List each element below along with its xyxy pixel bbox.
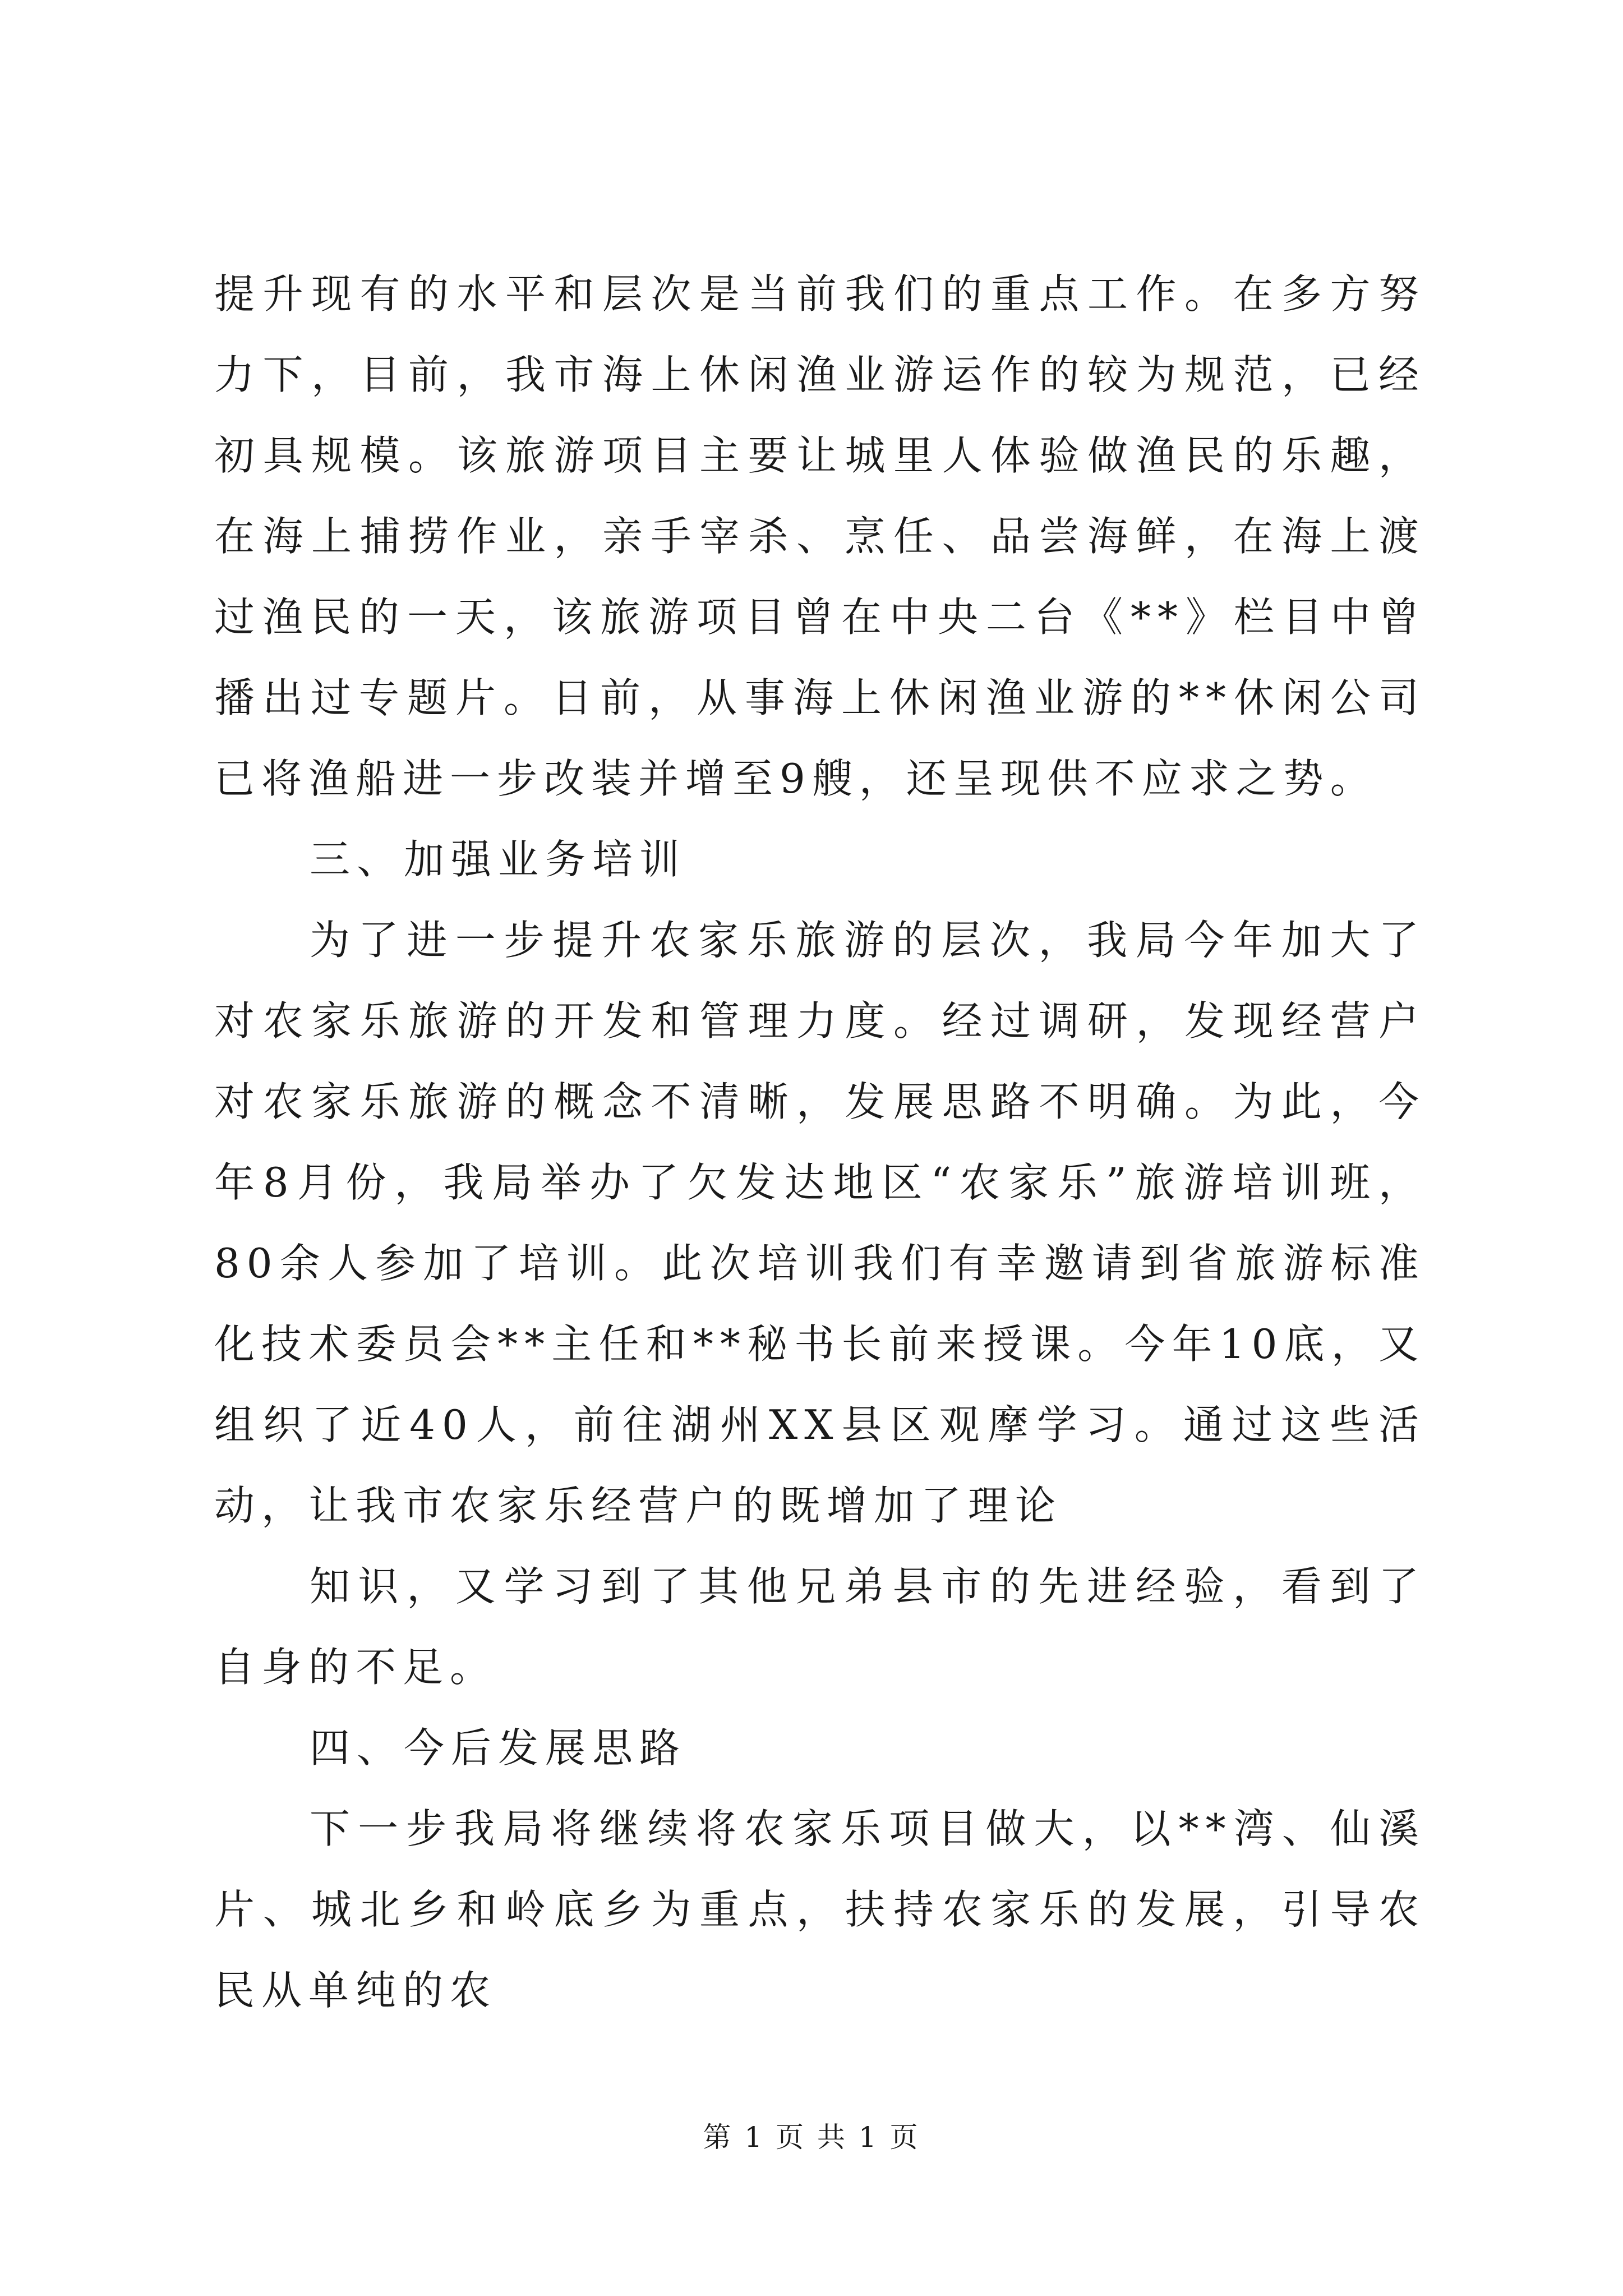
paragraph-4: 下一步我局将继续将农家乐项目做大，以**湾、仙溪片、城北乡和岭底乡为重点，扶持农家乐的发展，引导农民从单纯的农 [214,1805,1426,2014]
paragraph-3: 知识，又学习到了其他兄弟县市的先进经验，看到了自身的不足。 [214,1563,1426,1691]
section-heading-3: 三、加强业务培训 [310,836,687,883]
paragraph-1: 提升现有的水平和层次是当前我们的重点工作。在多方努力下，目前，我市海上休闲渔业游运作的较为规范，已经初具规模。该旅游项目主要让城里人体验做渔民的乐趣，在海上捕捞作业，亲手宰杀、烹任、品尝海鲜，在海上渡过渔民的一天，该旅游项目曾在中央二台《**》栏目中曾播出过专题片。日前，从事海上休闲渔业游的**休闲公司已将渔船进一步改装并增至9艘，还呈现供不应求之势。 [214,270,1426,802]
page-footer: 第 1 页 共 1 页 [703,2121,920,2154]
document-body [214,254,1426,2031]
section-heading-4: 四、今后发展思路 [310,1724,687,1772]
paragraph-2: 为了进一步提升农家乐旅游的层次，我局今年加大了对农家乐旅游的开发和管理力度。经过调研，发现经营户对农家乐旅游的概念不清晰，发展思路不明确。为此，今年8月份，我局举办了欠发达地区“农家乐”旅游培训班，80余人参加了培训。此次培训我们有幸邀请到省旅游标准化技术委员会**主任和**秘书长前来授课。今年10底，又组织了近40人，前往湖州XX县区观摩学习。通过这些活动，让我市农家乐经营户的既增加了理论 [214,917,1426,1529]
